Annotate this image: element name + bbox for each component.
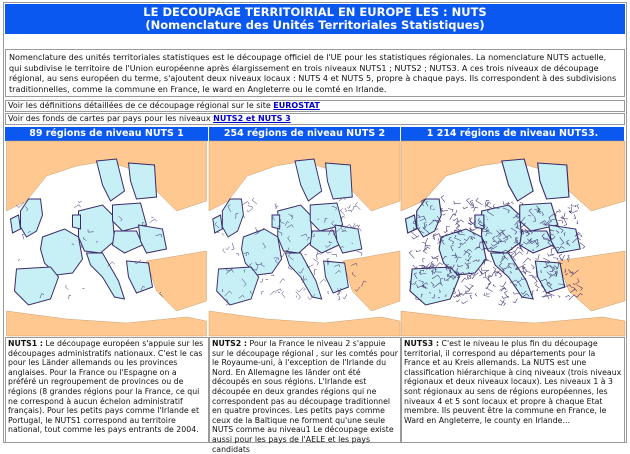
nuts1-description xyxy=(5,337,209,443)
column-headers xyxy=(5,127,625,141)
nuts3-description xyxy=(401,337,625,443)
maps-row xyxy=(5,141,625,336)
nuts3-map[interactable] xyxy=(401,141,625,336)
maps-link-row xyxy=(5,113,625,125)
descriptions-row xyxy=(5,337,625,454)
intro-paragraph: Nomenclature des unités territoriales statistiques est le découpage officiel de l'UE pour les statistiques régionales. La nomenclature NUTS actuelle, qui subdivise le territoire de l'Union européenne après élargissement en trois niveaux NUTS1 ; NUTS2 ; NUTS3. A ces trois niveaux de découpage régional, au sens européen du terme, s'ajoutent deux niveaux locaux : NUTS 4 et NUTS 5, propre à chaque pays. Ils correspondent à des subdivisions traditionnelles, comme la commune en France, le ward en Angleterre ou le comté en Irlande. xyxy=(5,49,625,97)
nuts1-desc-label: NUTS1 : xyxy=(8,339,44,348)
nuts3-header: 1 214 régions de niveau NUTS3. xyxy=(401,127,625,141)
nuts2-desc-text: Pour la France le niveau 2 s'appuie sur le découpage régional , sur les comtés pour le Royaume-uni, à l'exception de l'Irlande du Nord. En Allemagne les länder ont été découpés en sous régions. L'Irlande est découpée en deux grandes régions qui ne correspondent pas au découpage traditionnel en quatre provinces. Les petits pays comme ceux de la Baltique ne forment qu'une seule NUTS comme au niveau1 Le découpage existe aussi pour les pays de l'AELE et les pays candidats xyxy=(212,339,398,454)
nuts2-header: 254 régions de niveau NUTS 2 xyxy=(209,127,401,141)
nuts3-desc-label: NUTS3 : xyxy=(404,339,440,348)
page xyxy=(3,2,627,454)
nuts2-description xyxy=(209,337,401,454)
nuts-maps-link[interactable]: NUTS2 et NUTS 3 xyxy=(213,114,291,123)
page-title: LE DECOUPAGE TERRITOIRIAL EN EUROPE LES : NUTS xyxy=(143,5,487,19)
nuts1-map[interactable] xyxy=(5,141,209,336)
nuts1-header: 89 régions de niveau NUTS 1 xyxy=(5,127,209,141)
maps-link-text: Voir des fonds de cartes par pays pour les niveaux xyxy=(8,114,214,123)
eurostat-link-row xyxy=(5,100,625,112)
nuts1-desc-text: Le découpage européen s'appuie sur les découpages administratifs nationaux. C'est le cas pour les Länder allemands ou les provinces anglaises. Pour la France ou l'Espagne on a préféré un regroupement de provinces ou de régions (8 grandes régions pour la France, ce qui ne correspond à aucun échelon administratif français). Pour les petits pays comme l'Irlande et Portugal, le NUTS1 correspond au territoire national, tout comme les pays entrants de 2004. xyxy=(8,339,204,435)
eurostat-link-text: Voir les définitions détaillées de ce découpage régional sur le site xyxy=(8,101,274,110)
nuts2-desc-label: NUTS2 : xyxy=(212,339,248,348)
nuts2-map[interactable] xyxy=(209,141,401,336)
page-subtitle: (Nomenclature des Unités Territoriales Statistiques) xyxy=(145,18,485,32)
eurostat-link[interactable]: EUROSTAT xyxy=(273,101,320,110)
nuts3-desc-text: C'est le niveau le plus fin du découpage territorial, il correspond au départements pour la France et au Kreis allemands. La NUTS est une classification hiérarchique à cinq niveaux (trois niveaux régionaux et deux niveaux locaux). Les niveaux 1 à 3 sont régionaux au sens de régions européennes, les niveaux 4 et 5 sont locaux et propre à chaque Etat membre. Ils peuvent être la commune en France, le Ward en Angleterre, le county en Irlande... xyxy=(404,339,622,425)
page-title-banner xyxy=(5,4,625,34)
